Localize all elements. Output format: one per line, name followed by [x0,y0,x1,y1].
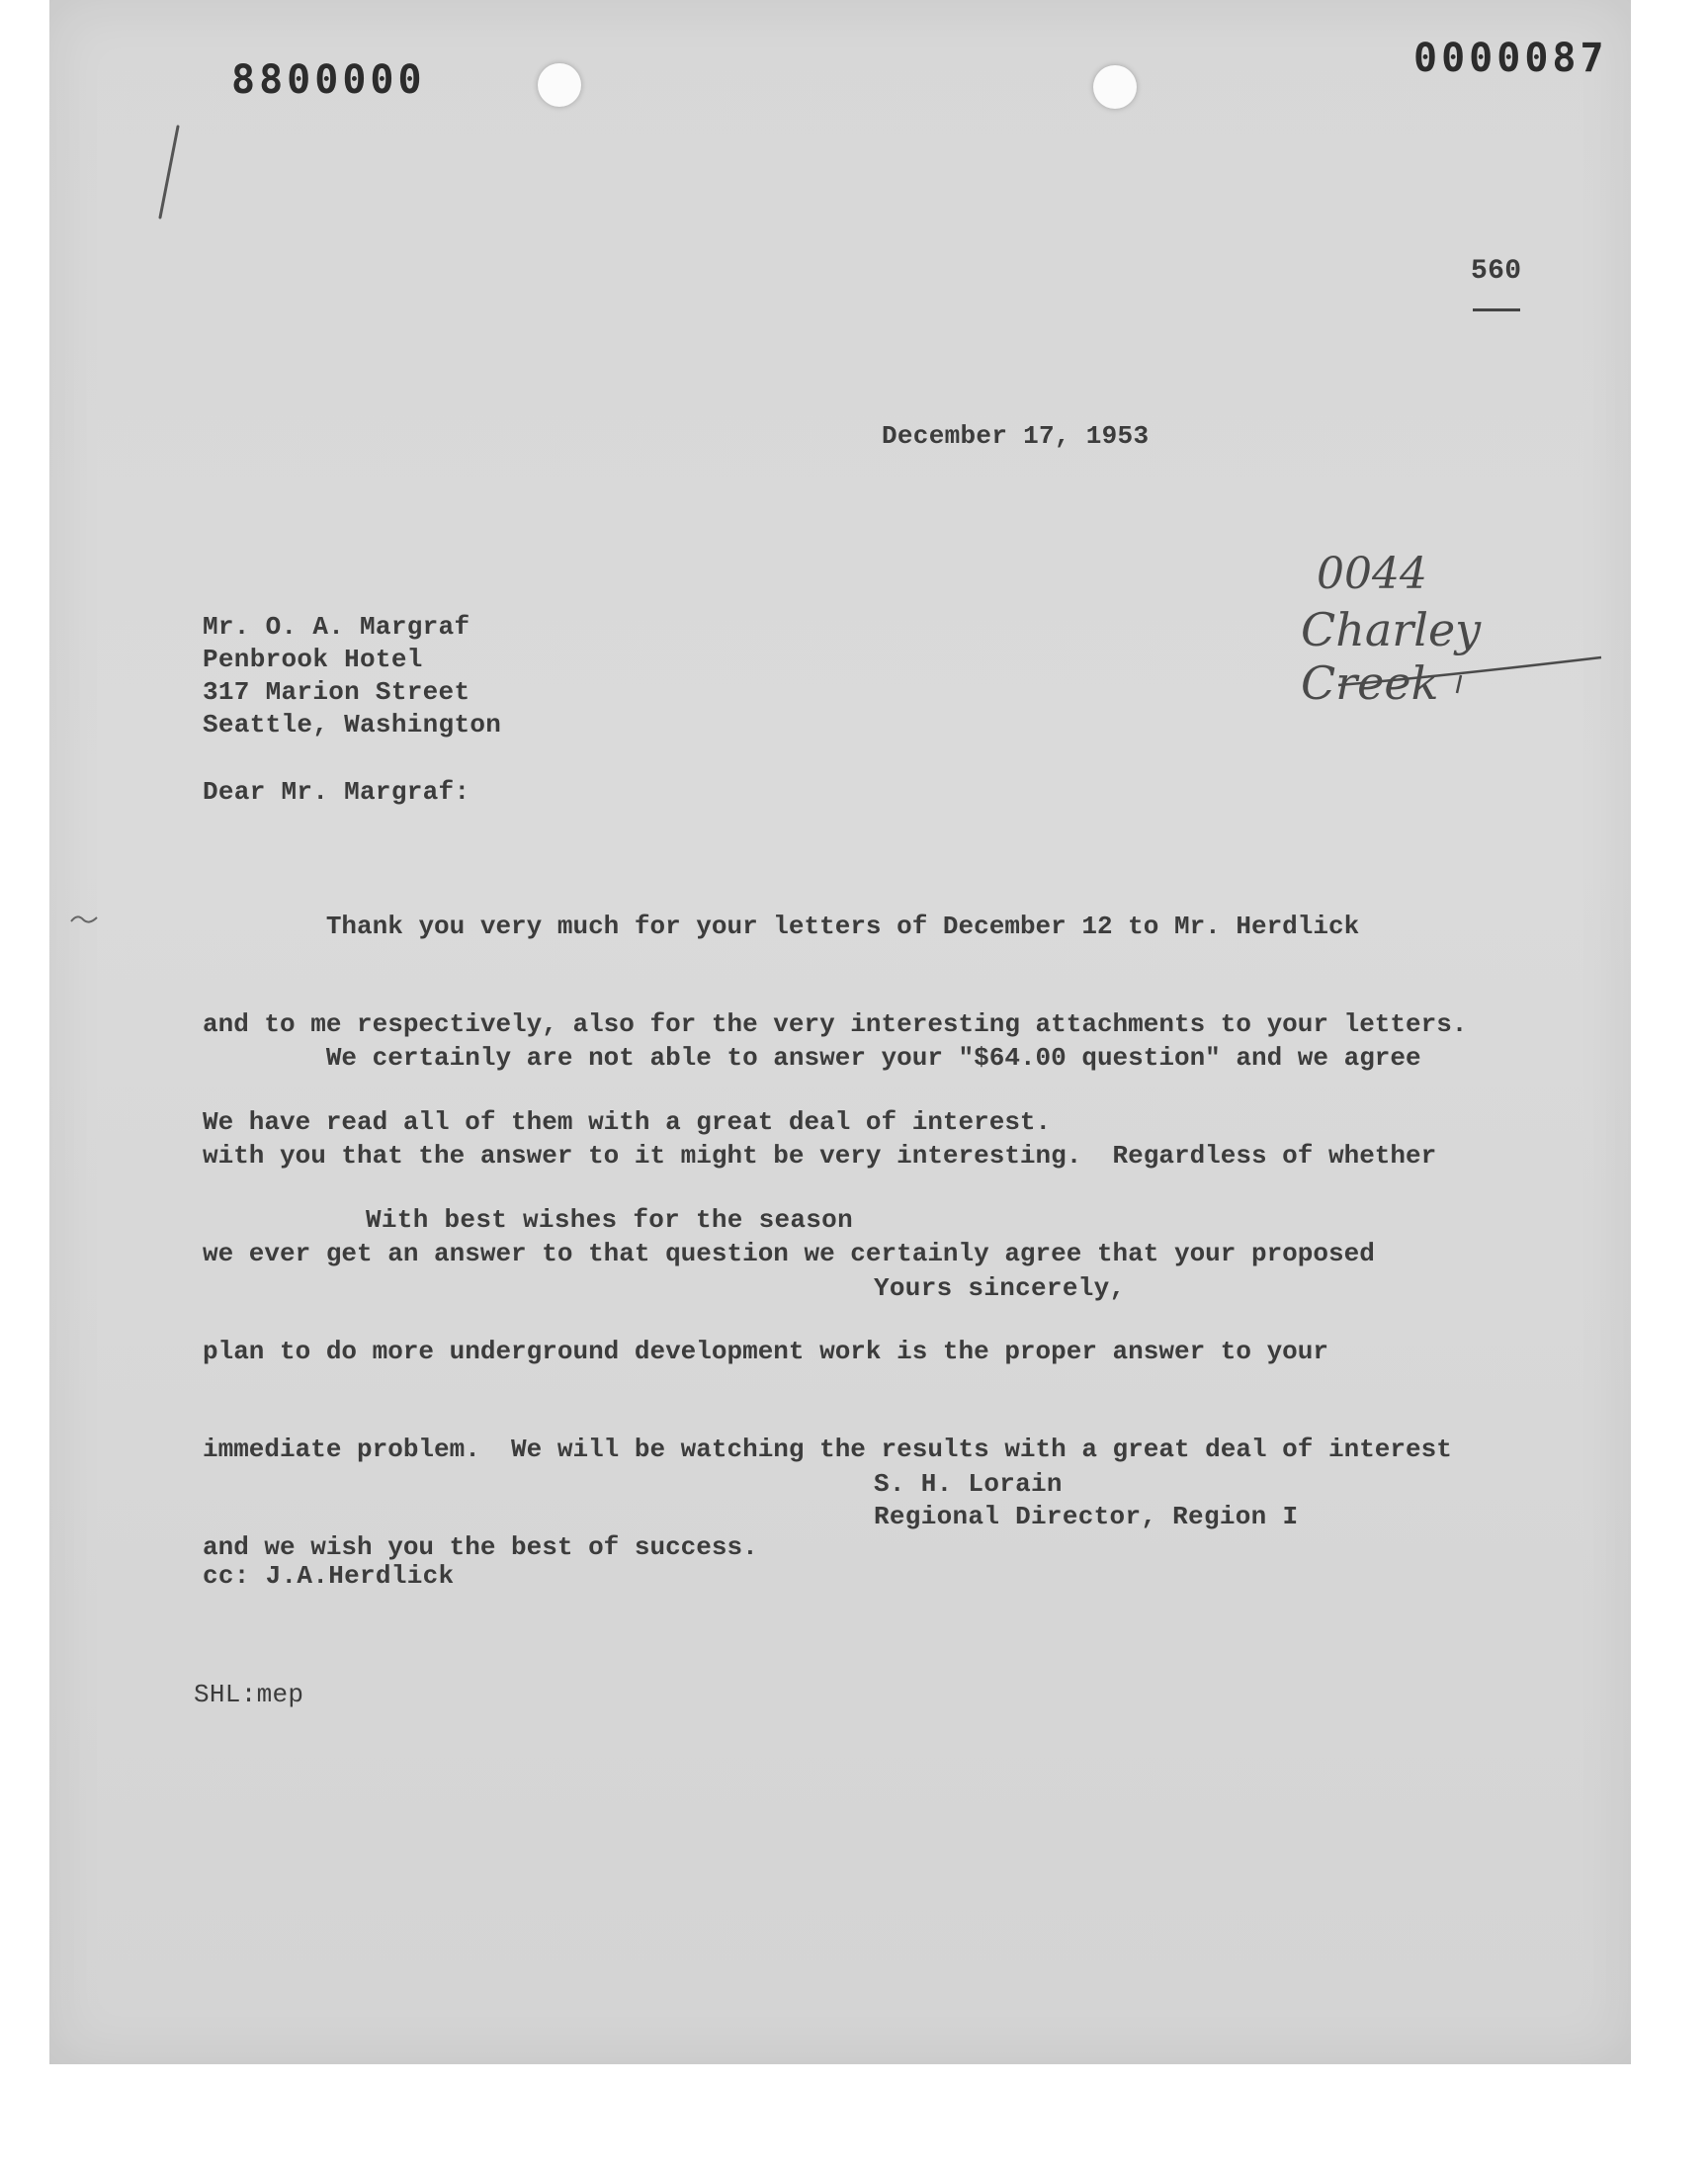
handwritten-name: Charley Creek [1301,603,1482,710]
signer-name: S. H. Lorain [874,1469,1063,1499]
handwritten-annotation [1295,549,1631,717]
typist-initials: SHL:mep [194,1680,304,1709]
paragraph-line: plan to do more underground development work is the proper answer to your [203,1337,1328,1366]
paragraph-line: and to me respectively, also for the very interesting attachments to your letters. [203,1009,1468,1039]
recipient-address [203,611,501,741]
letter-date: December 17, 1953 [882,421,1150,451]
document-number-left: 8800000 [231,57,426,103]
recipient-line: Mr. O. A. Margraf [203,612,470,642]
pencil-mark-icon [148,119,188,227]
closing: Yours sincerely, [874,1273,1126,1303]
paragraph-line: and we wish you the best of success. [203,1532,758,1562]
margin-mark-icon [69,912,99,927]
carbon-copy: cc: J.A.Herdlick [203,1561,455,1591]
recipient-line: 317 Marion Street [203,677,470,707]
page-number: 560 [1471,256,1522,287]
signer-title: Regional Director, Region I [874,1502,1299,1531]
paragraph-line: we ever get an answer to that question we certainly agree that your proposed [203,1239,1375,1268]
salutation: Dear Mr. Margraf: [203,777,470,807]
recipient-line: Seattle, Washington [203,710,502,740]
punch-hole-right [1093,65,1137,109]
handwritten-underline-icon [1334,655,1611,695]
page-number-underline [1473,308,1520,311]
paragraph-line: immediate problem. We will be watching the results with a great deal of interest [203,1435,1452,1464]
paragraph-line: We certainly are not able to answer your "$64.00 question" and we agree [203,1043,1421,1073]
closing-wish: With best wishes for the season [366,1205,853,1235]
paragraph-line: We have read all of them with a great deal of interest. [203,1107,1052,1137]
handwritten-code: 0044 [1317,549,1427,599]
recipient-line: Penbrook Hotel [203,645,423,674]
document-number-right: 0000087 [1413,36,1608,81]
paragraph-line: with you that the answer to it might be very interesting. Regardless of whether [203,1141,1437,1171]
paragraph-line: Thank you very much for your letters of December 12 to Mr. Herdlick [203,912,1360,941]
punch-hole-left [538,63,581,107]
